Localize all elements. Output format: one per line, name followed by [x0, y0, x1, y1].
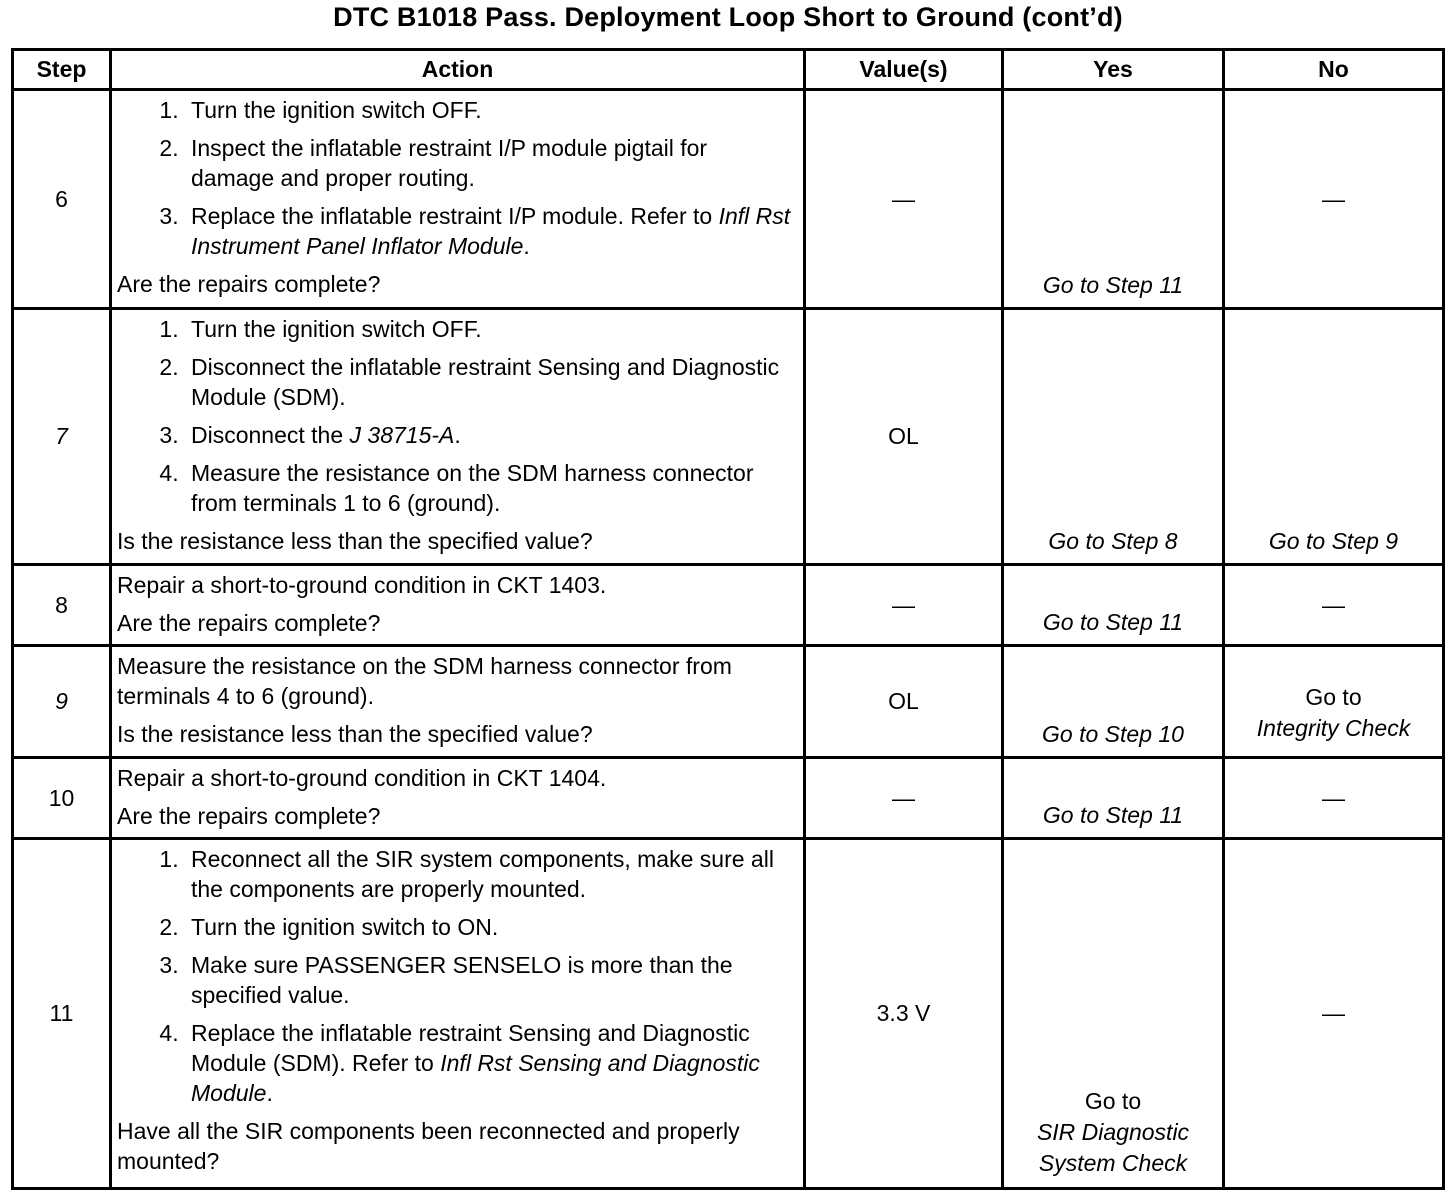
- list-item: 4. Measure the resistance on the SDM harness connector from terminals 1 to 6 (ground).: [185, 458, 791, 518]
- action-cell: [111, 565, 805, 646]
- list-item: 2. Disconnect the inflatable restraint Sensing and Diagnostic Module (SDM).: [185, 352, 791, 412]
- step-number: 11: [13, 839, 111, 1189]
- text: Disconnect the: [191, 422, 350, 448]
- page-title: DTC B1018 Pass. Deployment Loop Short to Ground (cont’d): [333, 2, 1123, 32]
- action-list: [117, 844, 791, 1108]
- no-cell: —: [1224, 90, 1444, 309]
- text: Replace the inflatable restraint Sensing and Diagnostic Module (SDM). Refer to: [191, 1020, 750, 1076]
- list-item: 1. Reconnect all the SIR system components, make sure all the components are properly mounted.: [185, 844, 791, 904]
- action-cell: [111, 90, 805, 309]
- header-step: Step: [13, 50, 111, 90]
- value-cell: —: [805, 758, 1003, 839]
- action-text: Measure the resistance on the SDM harness connector from terminals 4 to 6 (ground).: [117, 653, 732, 709]
- step-number: 6: [13, 90, 111, 309]
- question: Have all the SIR components been reconnected and properly mounted?: [117, 1118, 740, 1174]
- header-values: Value(s): [805, 50, 1003, 90]
- table-header-row: [13, 50, 1444, 90]
- action-text: Repair a short-to-ground condition in CKT 1404.: [117, 765, 607, 791]
- action-cell: [111, 758, 805, 839]
- value-cell: —: [805, 90, 1003, 309]
- action-cell: [111, 309, 805, 565]
- no-cell: —: [1224, 758, 1444, 839]
- list-item: [185, 1018, 791, 1108]
- text: .: [523, 233, 530, 259]
- value-cell: —: [805, 565, 1003, 646]
- value-cell: 3.3 V: [805, 839, 1003, 1189]
- list-item: [185, 201, 791, 261]
- header-action: Action: [111, 50, 805, 90]
- table-row: [13, 839, 1444, 1189]
- yes-cell: [1003, 839, 1224, 1189]
- value-cell: OL: [805, 309, 1003, 565]
- text: .: [454, 422, 461, 448]
- reference-link: SIR Diagnostic System Check: [1036, 1119, 1190, 1176]
- text: Go to: [1084, 1088, 1142, 1114]
- action-list: [117, 95, 791, 261]
- list-item: [185, 420, 791, 450]
- list-item: 2. Turn the ignition switch to ON.: [185, 912, 791, 942]
- no-cell: —: [1224, 565, 1444, 646]
- table-row: [13, 90, 1444, 309]
- step-number: 10: [13, 758, 111, 839]
- question: Is the resistance less than the specified value?: [117, 721, 593, 747]
- yes-cell: Go to Step 10: [1003, 646, 1224, 758]
- step-number: 9: [13, 646, 111, 758]
- table-row: [13, 309, 1444, 565]
- table-row: [13, 565, 1444, 646]
- diagnostic-table: [11, 48, 1445, 1190]
- action-cell: [111, 839, 805, 1189]
- list-item: 2. Inspect the inflatable restraint I/P module pigtail for damage and proper routing.: [185, 133, 791, 193]
- list-item: 3. Make sure PASSENGER SENSELO is more than the specified value.: [185, 950, 791, 1010]
- step-number: 7: [13, 309, 111, 565]
- text: Replace the inflatable restraint I/P module. Refer to: [191, 203, 719, 229]
- reference-link: Infl Rst Sensing and Diagnostic Module: [191, 1050, 760, 1106]
- text: .: [266, 1080, 273, 1106]
- list-item: 1. Turn the ignition switch OFF.: [185, 95, 791, 125]
- table-row: [13, 758, 1444, 839]
- table-row: [13, 646, 1444, 758]
- reference-link: Infl Rst Instrument Panel Inflator Module: [191, 203, 791, 259]
- yes-cell: Go to Step 11: [1003, 90, 1224, 309]
- question: Are the repairs complete?: [117, 271, 381, 297]
- no-cell: [1224, 646, 1444, 758]
- text: Go to: [1305, 684, 1362, 710]
- header-no: No: [1224, 50, 1444, 90]
- value-cell: OL: [805, 646, 1003, 758]
- yes-cell: Go to Step 11: [1003, 565, 1224, 646]
- action-text: Repair a short-to-ground condition in CKT 1403.: [117, 572, 607, 598]
- action-list: [117, 314, 791, 518]
- action-cell: [111, 646, 805, 758]
- yes-cell: Go to Step 11: [1003, 758, 1224, 839]
- step-number: 8: [13, 565, 111, 646]
- question: Are the repairs complete?: [117, 610, 381, 636]
- tool-reference: J 38715-A: [349, 422, 455, 448]
- reference-link: Integrity Check: [1256, 715, 1411, 741]
- no-cell: —: [1224, 839, 1444, 1189]
- question: Is the resistance less than the specified value?: [117, 528, 593, 554]
- question: Are the repairs complete?: [117, 803, 381, 829]
- header-yes: Yes: [1003, 50, 1224, 90]
- list-item: 1. Turn the ignition switch OFF.: [185, 314, 791, 344]
- yes-cell: Go to Step 8: [1003, 309, 1224, 565]
- no-cell: Go to Step 9: [1224, 309, 1444, 565]
